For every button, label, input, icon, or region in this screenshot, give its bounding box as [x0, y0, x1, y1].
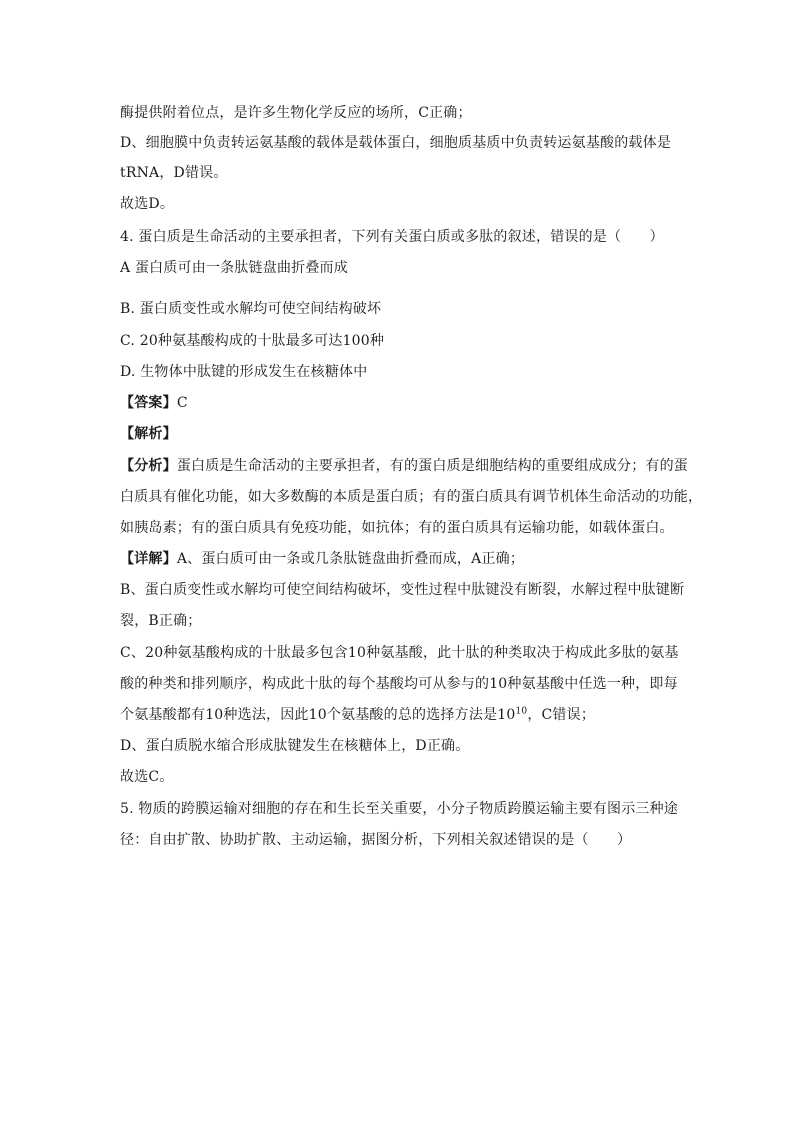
option-b: B. 蛋白质变性或水解均可使空间结构破坏 [120, 301, 382, 317]
text-line: 白质具有催化功能，如大多数酶的本质是蛋白质；有的蛋白质具有调节机体生命活动的功能， [120, 489, 703, 505]
option-d: D. 生物体中肽键的形成发生在核糖体中 [120, 364, 368, 380]
answer-value: C [176, 395, 188, 411]
text-line: 如胰岛素；有的蛋白质具有免疫功能，如抗体；有的蛋白质具有运输功能，如载体蛋白。 [120, 520, 674, 536]
text-line: D、蛋白质脱水缩合形成肽键发生在核糖体上，D正确。 [120, 738, 470, 754]
exponent-before: 个氨基酸都有10种选法，因此10个氨基酸的总的选择方法是10 [120, 707, 516, 723]
exponent-sup: 10 [515, 706, 528, 717]
fenxi-line [120, 457, 689, 475]
text-line: 酸的种类和排列顺序，构成此十肽的每个基酸均可从参与的10种氨基酸中任选一种，即每 [120, 676, 678, 692]
xiangjie-line [120, 550, 680, 568]
question-5-stem: 5. 物质的跨膜运输对细胞的存在和生长至关重要，小分子物质跨膜运输主要有图示三种途 [120, 801, 679, 817]
text-line: 裂，B正确； [120, 613, 202, 629]
text-line: 酶提供附着位点，是许多生物化学反应的场所，C正确； [120, 105, 472, 121]
text-line: tRNA，D错误。 [120, 165, 228, 181]
text-line: C、20种氨基酸构成的十肽最多包含10种氨基酸，此十肽的种类取决于构成此多肽的氨基 [120, 645, 679, 661]
exponent-line [120, 706, 680, 724]
answer-line [120, 394, 680, 412]
fenxi-text: 蛋白质是生命活动的主要承担者，有的蛋白质是细胞结构的重要组成成分；有的蛋 [176, 458, 689, 474]
analysis-tag: 【解析】 [120, 426, 177, 442]
text-line: 故选C。 [120, 769, 174, 785]
question-5-stem-cont: 径：自由扩散、协助扩散、主动运输，据图分析，下列相关叙述错误的是（ ） [120, 832, 632, 848]
answer-tag: 【答案】 [120, 395, 177, 411]
text-line: D、细胞膜中负责转运氨基酸的载体是载体蛋白，细胞质基质中负责转运氨基酸的载体是 [120, 135, 672, 151]
xiangjie-tag: 【详解】 [120, 551, 177, 567]
text-line: 故选D。 [120, 196, 175, 212]
text-line: B、蛋白质变性或水解均可使空间结构破坏，变性过程中肽键没有断裂，水解过程中肽键断 [120, 582, 685, 598]
option-c: C. 20种氨基酸构成的十肽最多可达100种 [120, 333, 385, 349]
question-4-stem: 4. 蛋白质是生命活动的主要承担者，下列有关蛋白质或多肽的叙述，错误的是（ ） [120, 229, 664, 245]
fenxi-tag: 【分析】 [120, 458, 177, 474]
option-a: A 蛋白质可由一条肽链盘曲折叠而成 [120, 260, 348, 276]
xiangjie-text: A、蛋白质可由一条或几条肽链盘曲折叠而成，A正确； [176, 551, 525, 567]
exponent-after: ，C错误； [527, 707, 596, 723]
